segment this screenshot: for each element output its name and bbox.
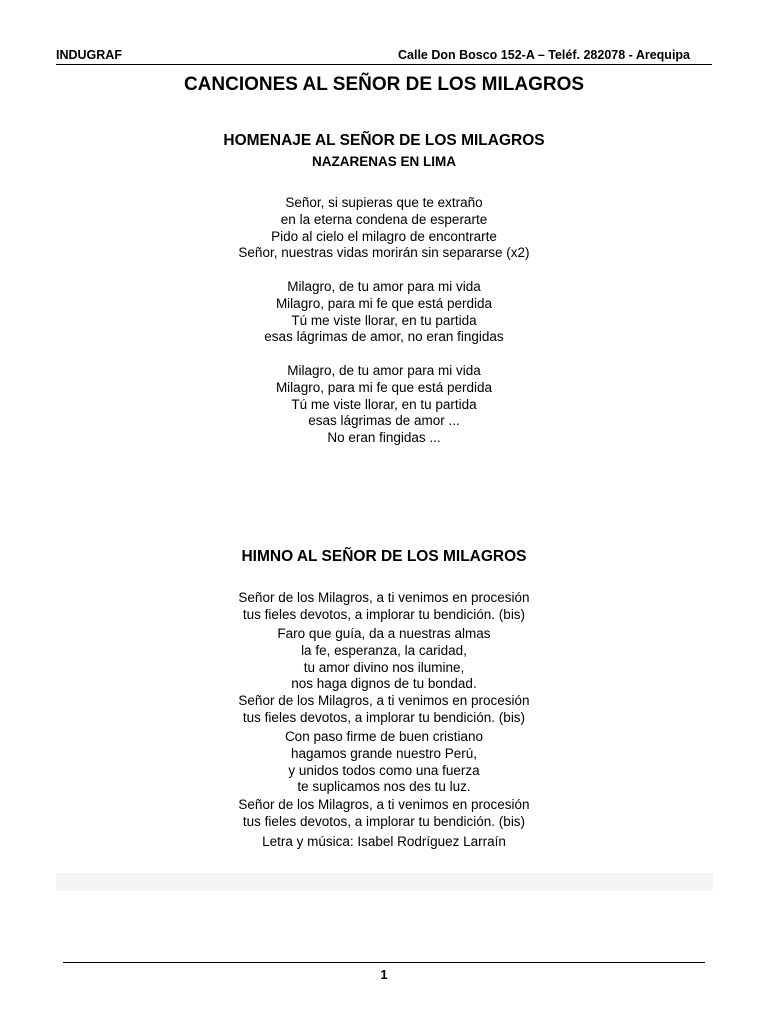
- lyric-line: la fe, esperanza, la caridad,: [301, 642, 467, 658]
- lyric-line: hagamos grande nuestro Perú,: [290, 745, 478, 761]
- song1-stanza-2: [0, 279, 768, 346]
- lyric-line: Milagro, para mi fe que está perdida: [275, 379, 493, 395]
- lyric-line: tu amor divino nos ilumine,: [303, 659, 465, 675]
- song1-title: HOMENAJE AL SEÑOR DE LOS MILAGROS: [223, 132, 545, 149]
- lyric-line: Con paso firme de buen cristiano: [284, 729, 484, 744]
- lyric-line: nos haga dignos de tu bondad.: [291, 676, 477, 692]
- song2-stanza-5: [0, 797, 768, 831]
- header-address: Calle Don Bosco 152-A – Teléf. 282078 - Arequipa: [398, 48, 690, 62]
- lyric-line: No eran fingidas ...: [327, 430, 441, 446]
- song2-stanza-3: [0, 693, 768, 727]
- shaded-band: [56, 873, 713, 891]
- lyric-line: en la eterna condena de esperarte: [280, 211, 488, 227]
- lyric-line: tus fieles devotos, a implorar tu bendición. (bis): [242, 606, 526, 622]
- lyric-line: Milagro, para mi fe que está perdida: [275, 295, 493, 311]
- lyric-line: Milagro, de tu amor para mi vida: [287, 363, 481, 378]
- lyric-line: esas lágrimas de amor ...: [308, 413, 460, 429]
- footer-rule: [63, 962, 705, 963]
- song2-stanza-2: [0, 626, 768, 693]
- song2-credits: [0, 834, 768, 851]
- lyric-line: Tú me viste llorar, en tu partida: [291, 312, 477, 328]
- lyric-line: Señor de los Milagros, a ti venimos en procesión: [238, 693, 530, 708]
- page-header: [56, 48, 712, 65]
- lyric-line: tus fieles devotos, a implorar tu bendición. (bis): [242, 813, 526, 829]
- lyric-line: Pido al cielo el milagro de encontrarte: [271, 228, 497, 244]
- lyric-line: esas lágrimas de amor, no eran fingidas: [264, 329, 504, 345]
- lyric-line: Tú me viste llorar, en tu partida: [291, 396, 477, 412]
- song1-subtitle: NAZARENAS EN LIMA: [312, 154, 456, 169]
- lyric-line: Señor, nuestras vidas morirán sin separarse (x2): [238, 245, 530, 261]
- lyric-line: te suplicamos nos des tu luz.: [297, 779, 471, 795]
- lyric-line: tus fieles devotos, a implorar tu bendición. (bis): [242, 709, 526, 725]
- song1-stanza-1: [0, 195, 768, 262]
- lyric-line: Faro que guía, da a nuestras almas: [277, 626, 491, 641]
- song1-stanza-3: [0, 363, 768, 447]
- lyric-line: Señor, si supieras que te extraño: [285, 195, 483, 210]
- lyric-line: y unidos todos como una fuerza: [288, 762, 480, 778]
- song2-stanza-1: [0, 590, 768, 624]
- page-number: 1: [380, 967, 388, 982]
- lyric-line: Señor de los Milagros, a ti venimos en procesión: [238, 797, 530, 812]
- song2-title: HIMNO AL SEÑOR DE LOS MILAGROS: [241, 548, 527, 565]
- header-company: INDUGRAF: [56, 48, 122, 62]
- lyric-credit: Letra y música: Isabel Rodríguez Larraín: [262, 834, 506, 849]
- song2-stanza-4: [0, 729, 768, 796]
- document-title: CANCIONES AL SEÑOR DE LOS MILAGROS: [183, 74, 585, 95]
- lyric-line: Señor de los Milagros, a ti venimos en procesión: [238, 590, 530, 605]
- lyric-line: Milagro, de tu amor para mi vida: [287, 279, 481, 294]
